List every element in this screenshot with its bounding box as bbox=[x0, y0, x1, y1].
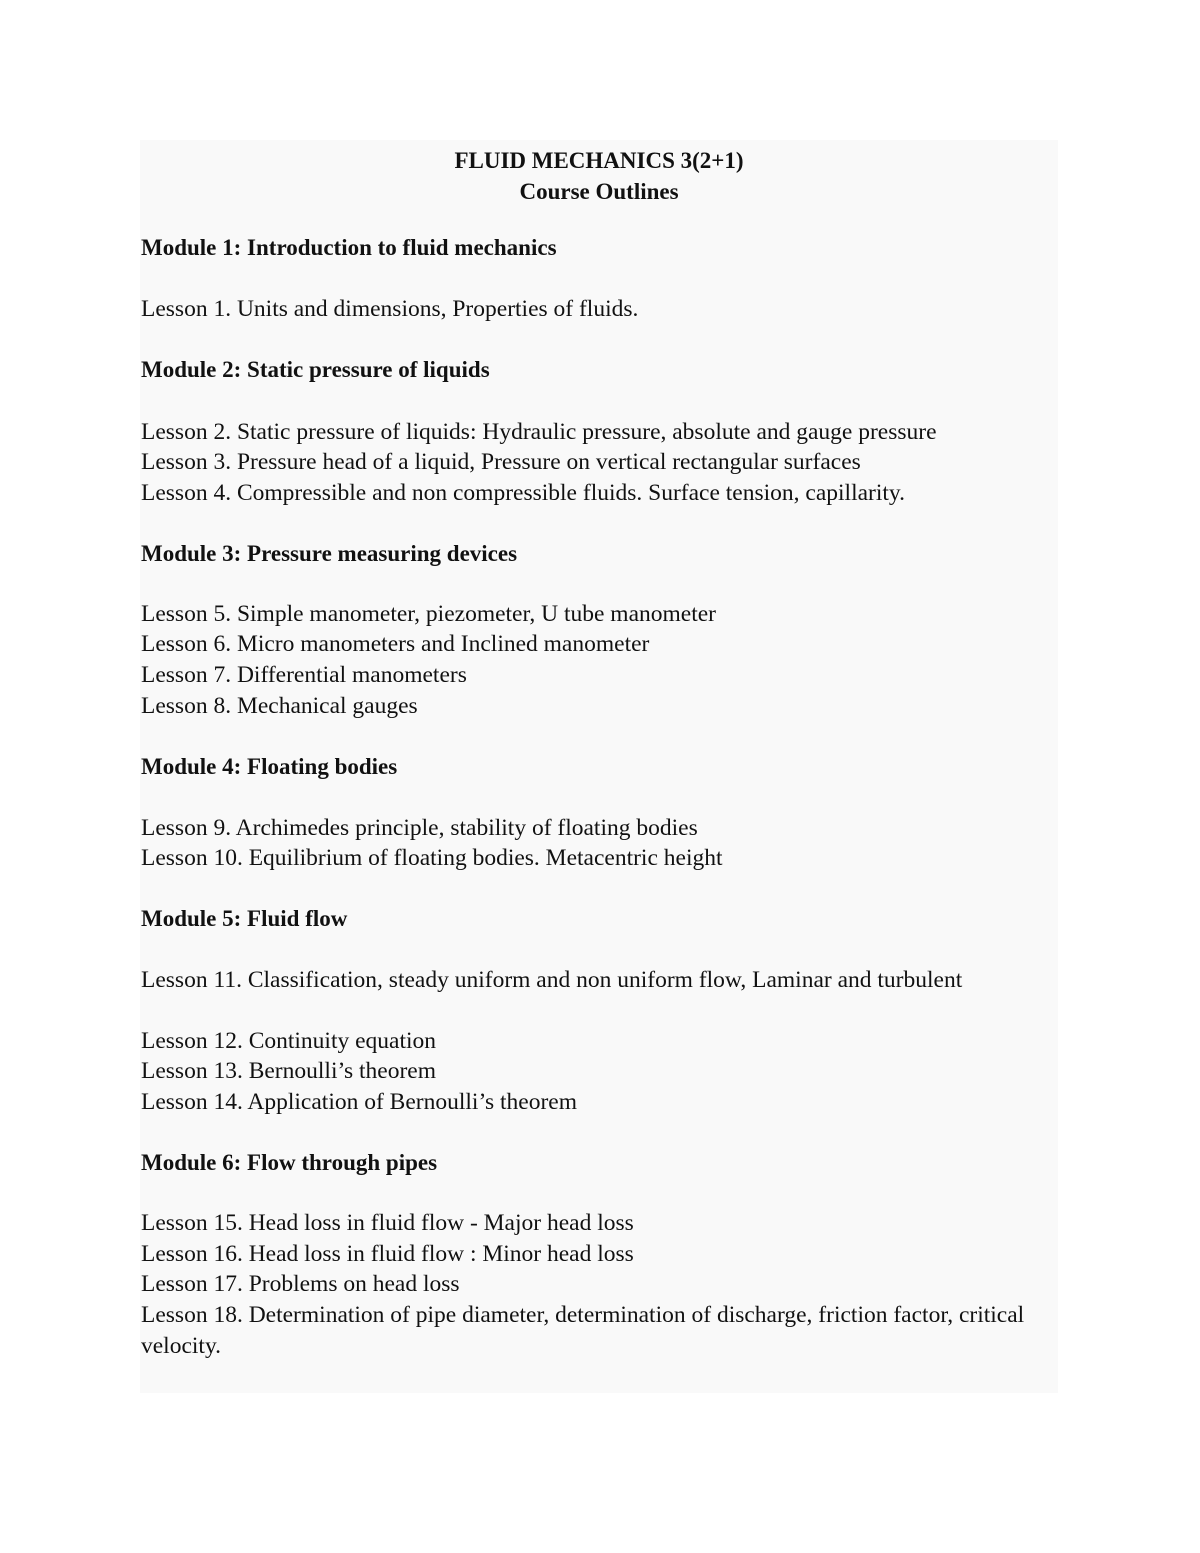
module-5-heading: Module 5: Fluid flow bbox=[141, 906, 348, 931]
lesson-15: Lesson 15. Head loss in fluid flow - Major head loss bbox=[141, 1210, 634, 1236]
lesson-10: Lesson 10. Equilibrium of floating bodies. Metacentric height bbox=[141, 845, 723, 871]
lesson-5: Lesson 5. Simple manometer, piezometer, U tube manometer bbox=[141, 601, 717, 627]
lesson-2: Lesson 2. Static pressure of liquids: Hydraulic pressure, absolute and gauge pressure bbox=[141, 419, 937, 445]
module-4-heading: Module 4: Floating bodies bbox=[141, 754, 398, 779]
lesson-3: Lesson 3. Pressure head of a liquid, Pressure on vertical rectangular surfaces bbox=[141, 449, 861, 475]
module-3-heading: Module 3: Pressure measuring devices bbox=[141, 541, 518, 566]
lesson-1: Lesson 1. Units and dimensions, Properties of fluids. bbox=[141, 296, 639, 322]
course-outline-document bbox=[140, 140, 1058, 1393]
lesson-17: Lesson 17. Problems on head loss bbox=[141, 1271, 460, 1297]
lesson-6: Lesson 6. Micro manometers and Inclined manometer bbox=[141, 631, 650, 657]
lesson-13: Lesson 13. Bernoulli’s theorem bbox=[141, 1058, 437, 1084]
lesson-8: Lesson 8. Mechanical gauges bbox=[141, 693, 418, 719]
lesson-7: Lesson 7. Differential manometers bbox=[141, 662, 467, 688]
lesson-14: Lesson 14. Application of Bernoulli’s theorem bbox=[141, 1089, 577, 1115]
module-1-heading: Module 1: Introduction to fluid mechanics bbox=[141, 235, 557, 260]
lesson-9: Lesson 9. Archimedes principle, stability of floating bodies bbox=[141, 815, 698, 841]
document-title: FLUID MECHANICS 3(2+1) bbox=[454, 148, 744, 173]
lesson-18: Lesson 18. Determination of pipe diameter, determination of discharge, friction factor, critical velocity. bbox=[141, 1302, 1025, 1359]
lesson-11: Lesson 11. Classification, steady uniform and non uniform flow, Laminar and turbulent bbox=[141, 967, 963, 993]
lesson-12: Lesson 12. Continuity equation bbox=[141, 1028, 437, 1054]
document-subtitle: Course Outlines bbox=[519, 179, 679, 204]
document-title-block bbox=[140, 145, 1058, 207]
lesson-4: Lesson 4. Compressible and non compressible fluids. Surface tension, capillarity. bbox=[141, 480, 906, 506]
lesson-16: Lesson 16. Head loss in fluid flow : Minor head loss bbox=[141, 1241, 634, 1267]
module-6-heading: Module 6: Flow through pipes bbox=[141, 1150, 438, 1175]
module-2-heading: Module 2: Static pressure of liquids bbox=[141, 357, 490, 382]
